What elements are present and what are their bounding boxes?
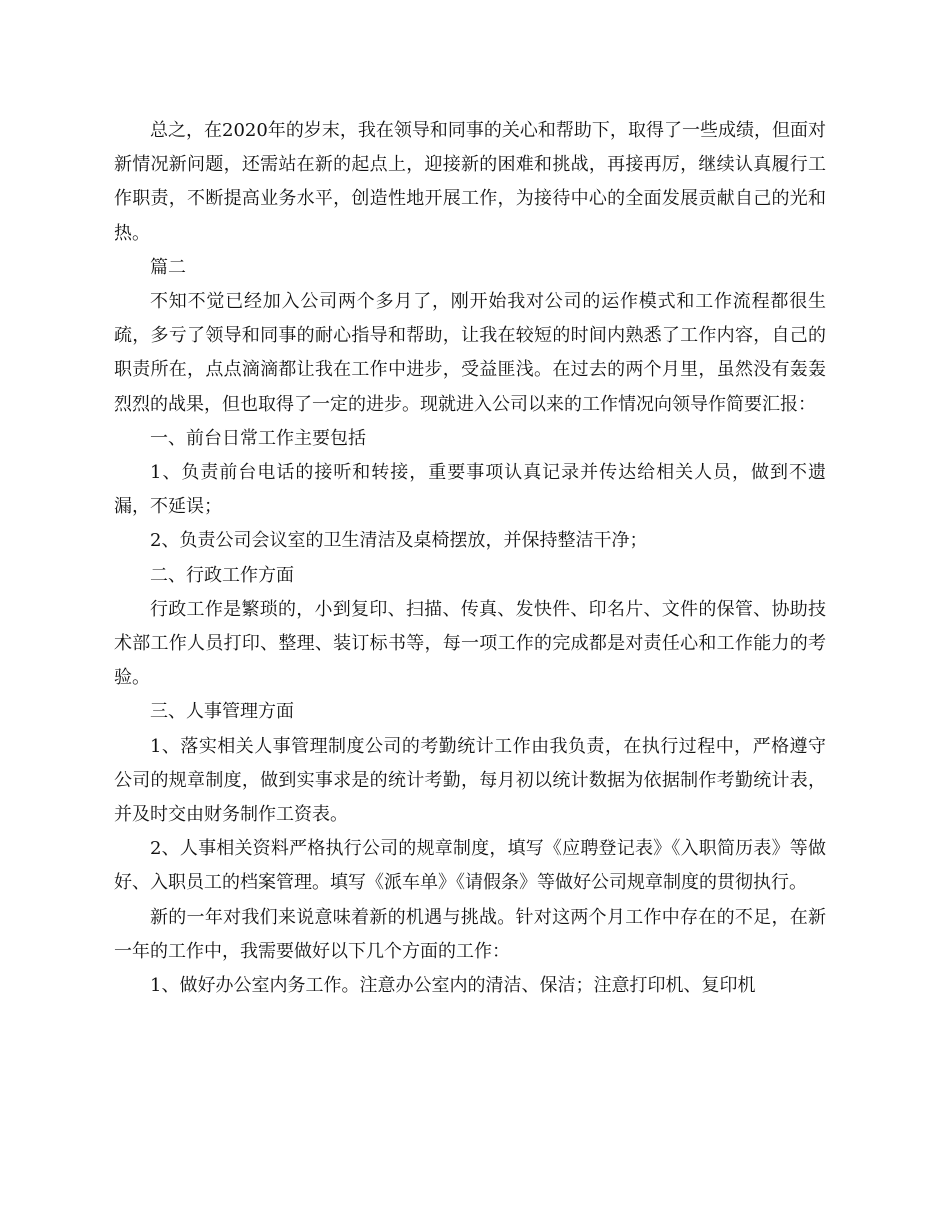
heading-front-desk-work: 一、前台日常工作主要包括 [150, 427, 366, 449]
paragraph-administrative-work: 行政工作是繁琐的，小到复印、扫描、传真、发快件、印名片、文件的保管、协助技术部工作人员打印、整理、装订标书等，每一项工作的完成都是对责任心和工作能力的考验。 [114, 598, 826, 689]
paragraph-personnel-item-1: 1、落实相关人事管理制度公司的考勤统计工作由我负责，在执行过程中，严格遵守公司的规章制度，做到实事求是的统计考勤，每月初以统计数据为依据制作考勤统计表，并及时交由财务制作工资表。 [114, 735, 826, 826]
paragraph-introduction: 不知不觉已经加入公司两个多月了，刚开始我对公司的运作模式和工作流程都很生疏，多亏了领导和同事的耐心指导和帮助，让我在较短的时间内熟悉了工作内容，自己的职责所在，点点滴滴都让我在工作中进步，受益匪浅。在过去的两个月里，虽然没有轰轰烈烈的战果，但也取得了一定的进步。现就进入公司以来的工作情况向领导作简要汇报： [114, 291, 826, 415]
section-title-part-two: 篇二 [150, 256, 186, 278]
paragraph-new-year-plan: 新的一年对我们来说意味着新的机遇与挑战。针对这两个月工作中存在的不足，在新一年的工作中，我需要做好以下几个方面的工作： [114, 906, 826, 962]
heading-administrative-work: 二、行政工作方面 [150, 564, 294, 586]
document-body [114, 114, 826, 1003]
paragraph-front-desk-item-2: 2、负责公司会议室的卫生清洁及桌椅摆放，并保持整洁干净； [150, 530, 648, 552]
paragraph-plan-item-1: 1、做好办公室内务工作。注意办公室内的清洁、保洁；注意打印机、复印机 [150, 975, 756, 997]
paragraph-summary: 总之，在2020年的岁末，我在领导和同事的关心和帮助下，取得了一些成绩，但面对新情况新问题，还需站在新的起点上，迎接新的困难和挑战，再接再厉，继续认真履行工作职责，不断提高业务水平，创造性地开展工作，为接待中心的全面发展贡献自己的光和热。 [114, 120, 826, 244]
paragraph-personnel-item-2: 2、人事相关资料严格执行公司的规章制度，填写《应聘登记表》《入职简历表》等做好、入职员工的档案管理。填写《派车单》《请假条》等做好公司规章制度的贯彻执行。 [114, 838, 826, 894]
paragraph-front-desk-item-1: 1、负责前台电话的接听和转接，重要事项认真记录并传达给相关人员，做到不遗漏，不延误； [114, 462, 826, 518]
heading-personnel-management: 三、人事管理方面 [150, 701, 294, 723]
